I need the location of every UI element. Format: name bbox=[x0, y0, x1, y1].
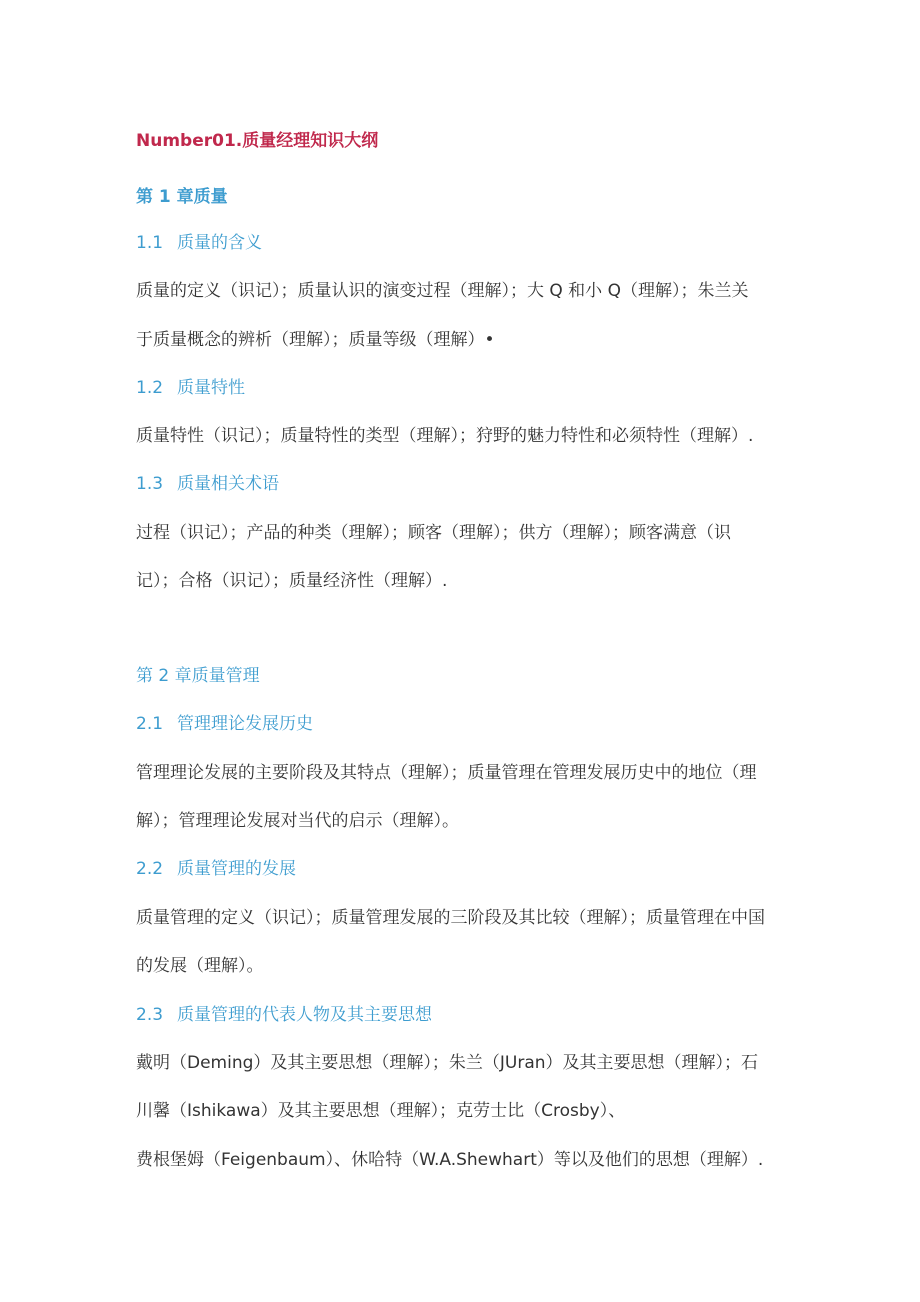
section-1-1-heading bbox=[136, 231, 262, 255]
section-title: 管理理论发展历史 bbox=[177, 714, 314, 734]
section-number: 2.1 bbox=[136, 714, 164, 734]
section-number: 1.3 bbox=[136, 474, 164, 494]
section-title: 质量管理的代表人物及其主要思想 bbox=[177, 1005, 433, 1025]
section-number: 1.1 bbox=[136, 233, 164, 253]
section-2-1-line-1: 管理理论发展的主要阶段及其特点（理解）；质量管理在管理发展历史中的地位（理 bbox=[136, 763, 757, 783]
section-2-2-line-1: 质量管理的定义（识记）；质量管理发展的三阶段及其比较（理解）；质量管理在中国 bbox=[136, 908, 765, 928]
section-2-3-line-3: 费根堡姆（Feigenbaum）、休哈特（W.A.Shewhart）等以及他们的思想（理解）. bbox=[136, 1150, 764, 1170]
section-1-1-line-2: 于质量概念的辨析（理解）；质量等级（理解）• bbox=[136, 330, 495, 350]
section-2-3-line-2: 川馨（Ishikawa）及其主要思想（理解）；克劳士比（Crosby）、 bbox=[136, 1101, 626, 1121]
section-2-2-line-2: 的发展（理解）。 bbox=[136, 956, 264, 976]
section-number: 2.2 bbox=[136, 859, 164, 879]
section-1-2-line-1: 质量特性（识记）；质量特性的类型（理解）；狩野的魅力特性和必须特性（理解）. bbox=[136, 426, 754, 446]
section-2-1-line-2: 解）；管理理论发展对当代的启示（理解）。 bbox=[136, 811, 459, 831]
chapter-2-heading: 第 2 章质量管理 bbox=[136, 666, 260, 686]
section-1-3-line-2: 记）；合格（识记）；质量经济性（理解）. bbox=[136, 571, 448, 591]
section-1-3-heading bbox=[136, 472, 279, 496]
section-1-3-line-1: 过程（识记）；产品的种类（理解）；顾客（理解）；供方（理解）；顾客满意（识 bbox=[136, 523, 731, 543]
section-2-3-heading bbox=[136, 1003, 432, 1027]
section-title: 质量相关术语 bbox=[177, 474, 280, 494]
chapter-1-heading: 第 1 章质量 bbox=[136, 187, 228, 207]
section-2-1-heading bbox=[136, 712, 313, 736]
section-2-2-heading bbox=[136, 857, 296, 881]
section-1-1-line-1: 质量的定义（识记）；质量认识的演变过程（理解）；大 Q 和小 Q（理解）；朱兰关 bbox=[136, 281, 749, 301]
section-2-3-line-1: 戴明（Deming）及其主要思想（理解）；朱兰（JUran）及其主要思想（理解）；石 bbox=[136, 1053, 759, 1073]
section-1-2-heading bbox=[136, 376, 245, 400]
section-title: 质量特性 bbox=[177, 378, 246, 398]
section-number: 2.3 bbox=[136, 1005, 164, 1025]
section-title: 质量的含义 bbox=[177, 233, 263, 253]
document-title: Number01.质量经理知识大纲 bbox=[136, 131, 379, 151]
section-title: 质量管理的发展 bbox=[177, 859, 297, 879]
section-number: 1.2 bbox=[136, 378, 164, 398]
